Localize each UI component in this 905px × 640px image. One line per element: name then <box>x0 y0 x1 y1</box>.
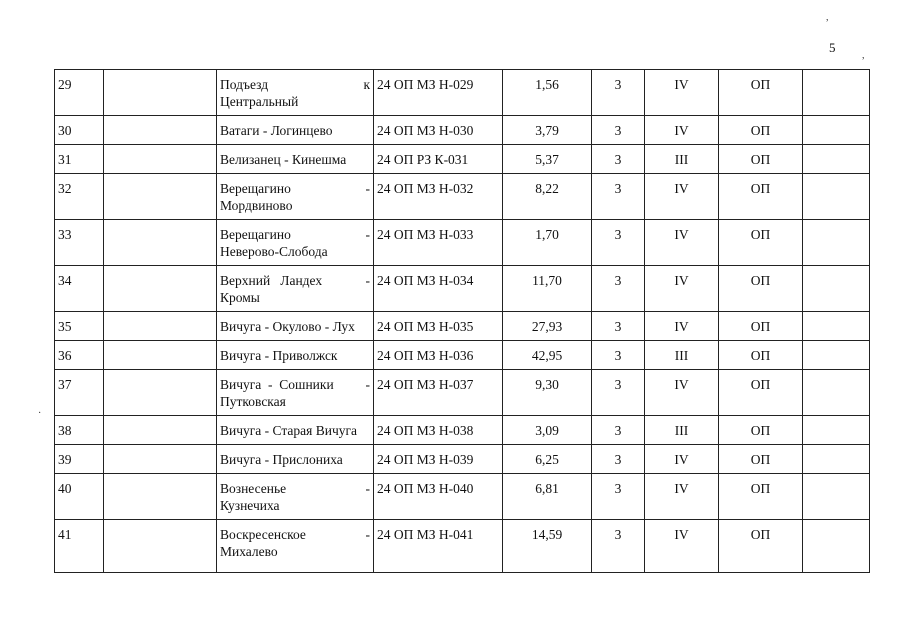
road-code-cell: 24 ОП МЗ Н-037 <box>374 370 503 416</box>
road-name-start: Вичуга - Окулово - Лух <box>220 319 355 334</box>
row-number-cell: 33 <box>55 220 104 266</box>
road-name-line <box>220 151 370 168</box>
road-length-cell: 42,95 <box>503 341 592 370</box>
road-code-cell: 24 ОП МЗ Н-034 <box>374 266 503 312</box>
roads-table <box>54 69 870 573</box>
road-name-cell <box>217 341 374 370</box>
empty-cell <box>803 341 870 370</box>
road-length-cell: 9,30 <box>503 370 592 416</box>
road-significance-cell: ОП <box>719 70 803 116</box>
road-name-start: Вичуга - Прислониха <box>220 452 343 467</box>
road-name-start: Подъезд <box>220 77 269 92</box>
road-length-cell: 11,70 <box>503 266 592 312</box>
road-name-cell <box>217 70 374 116</box>
empty-cell <box>803 220 870 266</box>
road-name-start: Вичуга - Сошники <box>220 377 334 392</box>
row-number-cell: 35 <box>55 312 104 341</box>
table-row <box>55 312 870 341</box>
road-name-line <box>220 422 370 439</box>
road-name-cell <box>217 116 374 145</box>
row-number-cell: 34 <box>55 266 104 312</box>
scan-speck: · <box>38 408 42 419</box>
table-row <box>55 370 870 416</box>
row-number-cell: 29 <box>55 70 104 116</box>
page-number: 5 <box>829 40 836 55</box>
road-name-cell <box>217 174 374 220</box>
road-length-cell: 6,81 <box>503 474 592 520</box>
road-name-start: Верещагино <box>220 227 291 242</box>
table-row <box>55 416 870 445</box>
road-name-cell <box>217 416 374 445</box>
road-name-separator: - <box>365 377 370 392</box>
road-length-cell: 6,25 <box>503 445 592 474</box>
road-code-cell: 24 ОП МЗ Н-036 <box>374 341 503 370</box>
road-name-separator: - <box>365 527 370 542</box>
row-number-cell: 30 <box>55 116 104 145</box>
road-name-separator: - <box>365 273 370 288</box>
road-code-cell: 24 ОП МЗ Н-029 <box>374 70 503 116</box>
empty-cell <box>104 520 217 573</box>
empty-cell <box>803 370 870 416</box>
road-significance-cell: ОП <box>719 520 803 573</box>
road-significance-cell: ОП <box>719 145 803 174</box>
empty-cell <box>104 416 217 445</box>
road-class-cell: IV <box>645 174 719 220</box>
empty-cell <box>104 174 217 220</box>
road-name-line <box>220 272 370 289</box>
road-code-cell: 24 ОП МЗ Н-030 <box>374 116 503 145</box>
row-number-cell: 38 <box>55 416 104 445</box>
road-significance-cell: ОП <box>719 370 803 416</box>
road-significance-cell: ОП <box>719 116 803 145</box>
road-name-line <box>220 180 370 197</box>
road-name-end: Кузнечиха <box>220 498 280 513</box>
empty-cell <box>803 266 870 312</box>
road-name-cell <box>217 312 374 341</box>
road-name-separator: - <box>365 181 370 196</box>
road-name-end: Михалево <box>220 544 278 559</box>
road-class-cell: III <box>645 341 719 370</box>
table-row <box>55 116 870 145</box>
road-class-cell: IV <box>645 312 719 341</box>
road-code-cell: 24 ОП РЗ К-031 <box>374 145 503 174</box>
empty-cell <box>803 474 870 520</box>
road-class-cell: IV <box>645 116 719 145</box>
road-name-end: Мордвиново <box>220 198 293 213</box>
road-name-line <box>220 226 370 243</box>
road-class-cell: IV <box>645 474 719 520</box>
road-name-cell <box>217 220 374 266</box>
road-name-cell <box>217 445 374 474</box>
row-number-cell: 36 <box>55 341 104 370</box>
empty-cell <box>104 145 217 174</box>
road-name-end: Кромы <box>220 290 260 305</box>
road-length-cell: 5,37 <box>503 145 592 174</box>
road-category-cell: 3 <box>592 116 645 145</box>
road-significance-cell: ОП <box>719 312 803 341</box>
road-significance-cell: ОП <box>719 266 803 312</box>
road-significance-cell: ОП <box>719 474 803 520</box>
road-name-start: Воскресенское <box>220 527 306 542</box>
road-code-cell: 24 ОП МЗ Н-032 <box>374 174 503 220</box>
road-class-cell: III <box>645 145 719 174</box>
road-category-cell: 3 <box>592 266 645 312</box>
empty-cell <box>803 145 870 174</box>
table-row <box>55 70 870 116</box>
road-name-line <box>220 76 370 93</box>
row-number-cell: 41 <box>55 520 104 573</box>
road-name-line <box>220 451 370 468</box>
empty-cell <box>104 474 217 520</box>
empty-cell <box>803 520 870 573</box>
road-name-cell <box>217 474 374 520</box>
road-length-cell: 14,59 <box>503 520 592 573</box>
road-significance-cell: ОП <box>719 220 803 266</box>
empty-cell <box>803 416 870 445</box>
road-name-line <box>220 480 370 497</box>
road-name-end: Неверово-Слобода <box>220 244 328 259</box>
road-code-cell: 24 ОП МЗ Н-038 <box>374 416 503 445</box>
table-row <box>55 445 870 474</box>
road-name-cell <box>217 520 374 573</box>
empty-cell <box>104 445 217 474</box>
empty-cell <box>104 220 217 266</box>
road-category-cell: 3 <box>592 416 645 445</box>
road-code-cell: 24 ОП МЗ Н-040 <box>374 474 503 520</box>
road-class-cell: IV <box>645 445 719 474</box>
road-category-cell: 3 <box>592 145 645 174</box>
road-name-start: Вичуга - Старая Вичуга <box>220 423 358 438</box>
road-class-cell: IV <box>645 520 719 573</box>
road-category-cell: 3 <box>592 174 645 220</box>
row-number-cell: 37 <box>55 370 104 416</box>
road-category-cell: 3 <box>592 220 645 266</box>
road-name-end: Центральный <box>220 94 299 109</box>
road-significance-cell: ОП <box>719 174 803 220</box>
road-length-cell: 3,79 <box>503 116 592 145</box>
road-name-start: Велизанец - Кинешма <box>220 152 347 167</box>
road-length-cell: 27,93 <box>503 312 592 341</box>
road-name-end: Путковская <box>220 394 286 409</box>
road-category-cell: 3 <box>592 70 645 116</box>
road-significance-cell: ОП <box>719 445 803 474</box>
road-class-cell: IV <box>645 70 719 116</box>
road-name-line <box>220 376 370 393</box>
table-row <box>55 145 870 174</box>
empty-cell <box>104 266 217 312</box>
road-name-start: Вичуга - Приволжск <box>220 348 338 363</box>
empty-cell <box>104 70 217 116</box>
road-class-cell: IV <box>645 220 719 266</box>
road-name-separator: - <box>365 481 370 496</box>
table-row <box>55 220 870 266</box>
table-row <box>55 174 870 220</box>
row-number-cell: 39 <box>55 445 104 474</box>
road-length-cell: 8,22 <box>503 174 592 220</box>
row-number-cell: 32 <box>55 174 104 220</box>
empty-cell <box>104 370 217 416</box>
road-name-separator: - <box>365 227 370 242</box>
empty-cell <box>104 341 217 370</box>
road-category-cell: 3 <box>592 474 645 520</box>
row-number-cell: 31 <box>55 145 104 174</box>
road-class-cell: III <box>645 416 719 445</box>
road-name-line <box>220 122 370 139</box>
road-name-cell <box>217 145 374 174</box>
empty-cell <box>803 174 870 220</box>
road-name-line <box>220 347 370 364</box>
road-name-separator: к <box>363 77 370 92</box>
road-category-cell: 3 <box>592 341 645 370</box>
road-code-cell: 24 ОП МЗ Н-041 <box>374 520 503 573</box>
road-significance-cell: ОП <box>719 416 803 445</box>
road-name-start: Ватаги - Логинцево <box>220 123 333 138</box>
road-length-cell: 1,70 <box>503 220 592 266</box>
road-category-cell: 3 <box>592 312 645 341</box>
scan-speck: , <box>826 12 829 23</box>
road-category-cell: 3 <box>592 520 645 573</box>
road-class-cell: IV <box>645 370 719 416</box>
table-row <box>55 266 870 312</box>
road-significance-cell: ОП <box>719 341 803 370</box>
road-name-start: Верхний Ландех <box>220 273 323 288</box>
road-name-line <box>220 318 370 335</box>
road-category-cell: 3 <box>592 370 645 416</box>
road-code-cell: 24 ОП МЗ Н-033 <box>374 220 503 266</box>
empty-cell <box>803 116 870 145</box>
road-name-line <box>220 526 370 543</box>
table-row <box>55 520 870 573</box>
row-number-cell: 40 <box>55 474 104 520</box>
road-name-start: Вознесенье <box>220 481 287 496</box>
empty-cell <box>104 116 217 145</box>
road-length-cell: 1,56 <box>503 70 592 116</box>
road-name-cell <box>217 266 374 312</box>
road-category-cell: 3 <box>592 445 645 474</box>
road-name-start: Верещагино <box>220 181 291 196</box>
table-body <box>55 70 870 573</box>
empty-cell <box>803 445 870 474</box>
road-code-cell: 24 ОП МЗ Н-039 <box>374 445 503 474</box>
road-code-cell: 24 ОП МЗ Н-035 <box>374 312 503 341</box>
road-name-cell <box>217 370 374 416</box>
empty-cell <box>803 70 870 116</box>
empty-cell <box>803 312 870 341</box>
table-row <box>55 341 870 370</box>
road-length-cell: 3,09 <box>503 416 592 445</box>
road-class-cell: IV <box>645 266 719 312</box>
scan-speck: , <box>862 50 865 61</box>
empty-cell <box>104 312 217 341</box>
table-row <box>55 474 870 520</box>
